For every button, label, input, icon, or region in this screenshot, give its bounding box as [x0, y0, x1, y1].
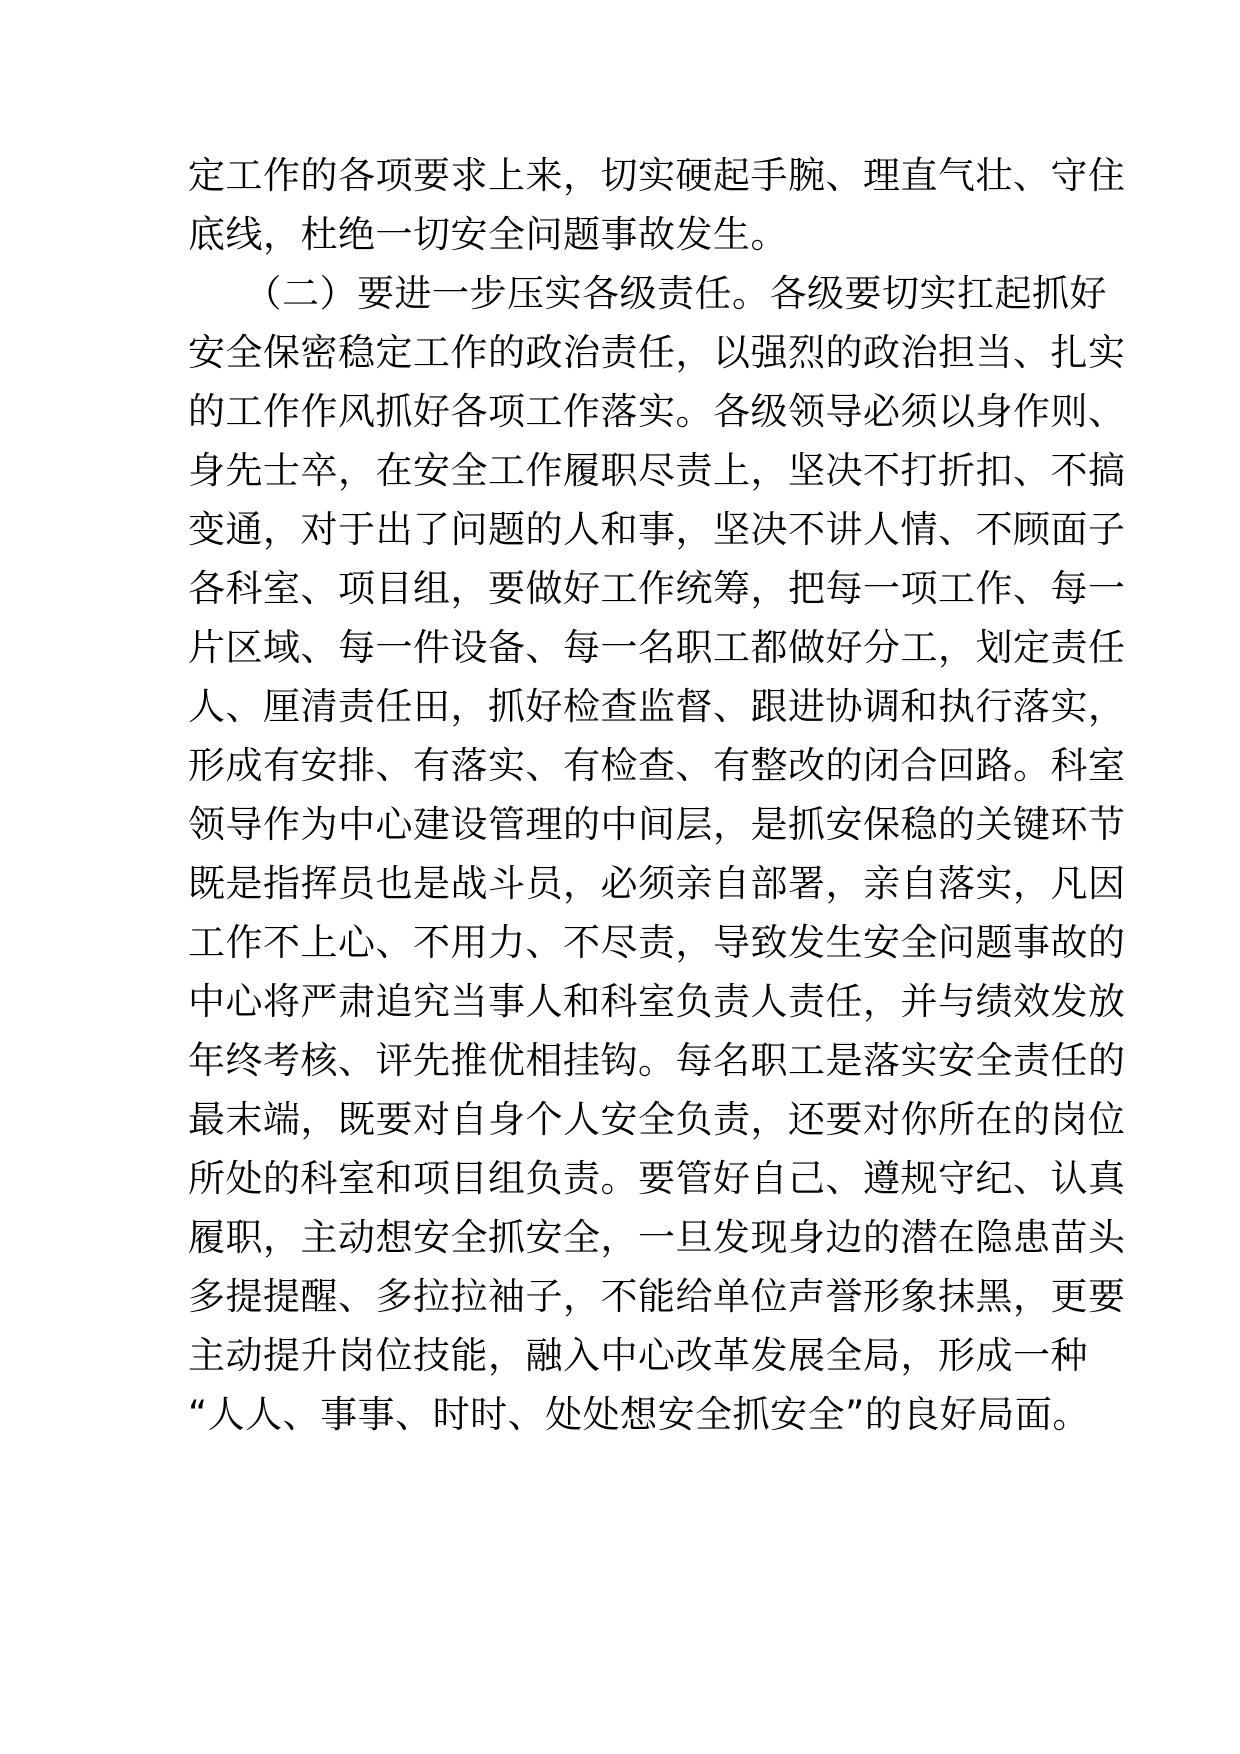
text-line-19: 履职，主动想安全抓安全，一旦发现身边的潜在隐患苗头	[188, 1216, 1126, 1259]
text-line-2: 底线，杜绝一切安全问题事故发生。	[188, 213, 788, 256]
text-line-15: 中心将严肃追究当事人和科室负责人责任，并与绩效发放	[188, 980, 1126, 1023]
text-line-20: 多提提醒、多拉拉袖子，不能给单位声誉形象抹黑，更要	[188, 1275, 1126, 1318]
text-line-1: 定工作的各项要求上来，切实硬起手腕、理直气壮、守住	[188, 154, 1126, 197]
text-line-11: 形成有安排、有落实、有检查、有整改的闭合回路。科室	[188, 744, 1126, 787]
text-line-9: 片区域、每一件设备、每一名职工都做好分工，划定责任	[188, 626, 1126, 669]
text-line-6: 身先士卒，在安全工作履职尽责上，坚决不打折扣、不搞	[188, 449, 1126, 492]
text-line-22: “人人、事事、时时、处处想安全抓安全”的良好局面。	[188, 1393, 1090, 1436]
text-line-13: 既是指挥员也是战斗员，必须亲自部署，亲自落实，凡因	[188, 862, 1126, 905]
text-line-12: 领导作为中心建设管理的中间层，是抓安保稳的关键环节	[188, 803, 1126, 846]
text-line-3: （二）要进一步压实各级责任。各级要切实扛起抓好	[188, 272, 1107, 315]
text-line-21: 主动提升岗位技能，融入中心改革发展全局，形成一种	[188, 1334, 1088, 1377]
text-line-16: 年终考核、评先推优相挂钩。每名职工是落实安全责任的	[188, 1039, 1126, 1082]
text-line-7: 变通，对于出了问题的人和事，坚决不讲人情、不顾面子	[188, 508, 1126, 551]
text-line-18: 所处的科室和项目组负责。要管好自己、遵规守纪、认真	[188, 1157, 1126, 1200]
text-line-10: 人、厘清责任田，抓好检查监督、跟进协调和执行落实，	[188, 685, 1126, 728]
text-line-4: 安全保密稳定工作的政治责任，以强烈的政治担当、扎实	[188, 331, 1126, 374]
text-line-14: 工作不上心、不用力、不尽责，导致发生安全问题事故的	[188, 921, 1126, 964]
text-line-17: 最末端，既要对自身个人安全负责，还要对你所在的岗位	[188, 1098, 1126, 1141]
text-line-5: 的工作作风抓好各项工作落实。各级领导必须以身作则、	[188, 390, 1126, 433]
text-line-8: 各科室、项目组，要做好工作统筹，把每一项工作、每一	[188, 567, 1126, 610]
